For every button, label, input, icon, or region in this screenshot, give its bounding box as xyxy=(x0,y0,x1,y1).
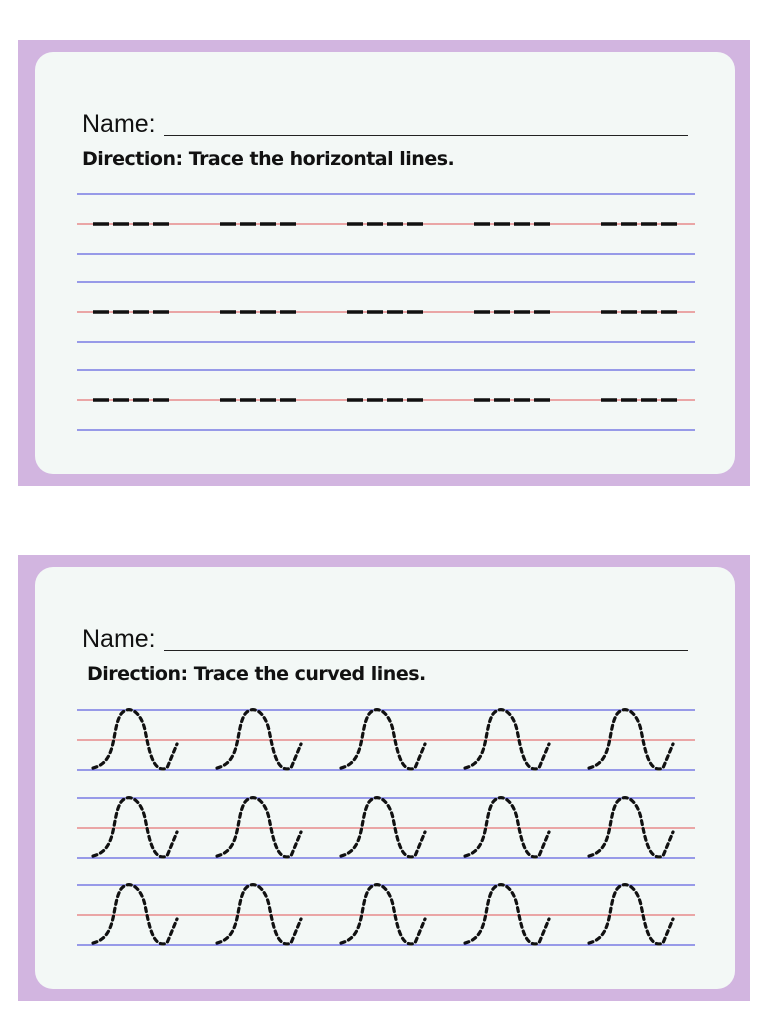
worksheet-curved-lines xyxy=(18,555,750,1001)
worksheet-card xyxy=(35,52,735,474)
trace-curve-line xyxy=(217,710,301,769)
trace-curve-line xyxy=(465,798,549,857)
trace-curve-line xyxy=(341,885,425,944)
trace-curve-line xyxy=(465,710,549,769)
trace-curve-line xyxy=(465,885,549,944)
trace-curve-line xyxy=(93,798,177,857)
trace-curve-line xyxy=(93,710,177,769)
trace-curve-line xyxy=(93,885,177,944)
name-label: Name: xyxy=(82,625,156,653)
direction-text: Direction: Trace the horizontal lines. xyxy=(82,148,455,170)
trace-curve-line xyxy=(589,798,673,857)
worksheet-horizontal-lines xyxy=(18,40,750,486)
trace-curve-line xyxy=(217,885,301,944)
tracing-area-curved xyxy=(35,567,735,989)
trace-curve-line xyxy=(341,798,425,857)
direction-text: Direction: Trace the curved lines. xyxy=(87,663,426,685)
tracing-area-horizontal xyxy=(35,52,735,474)
trace-curve-line xyxy=(217,798,301,857)
worksheet-card xyxy=(35,567,735,989)
name-label: Name: xyxy=(82,110,156,138)
trace-curve-line xyxy=(589,885,673,944)
trace-curve-line xyxy=(341,710,425,769)
trace-curve-line xyxy=(589,710,673,769)
